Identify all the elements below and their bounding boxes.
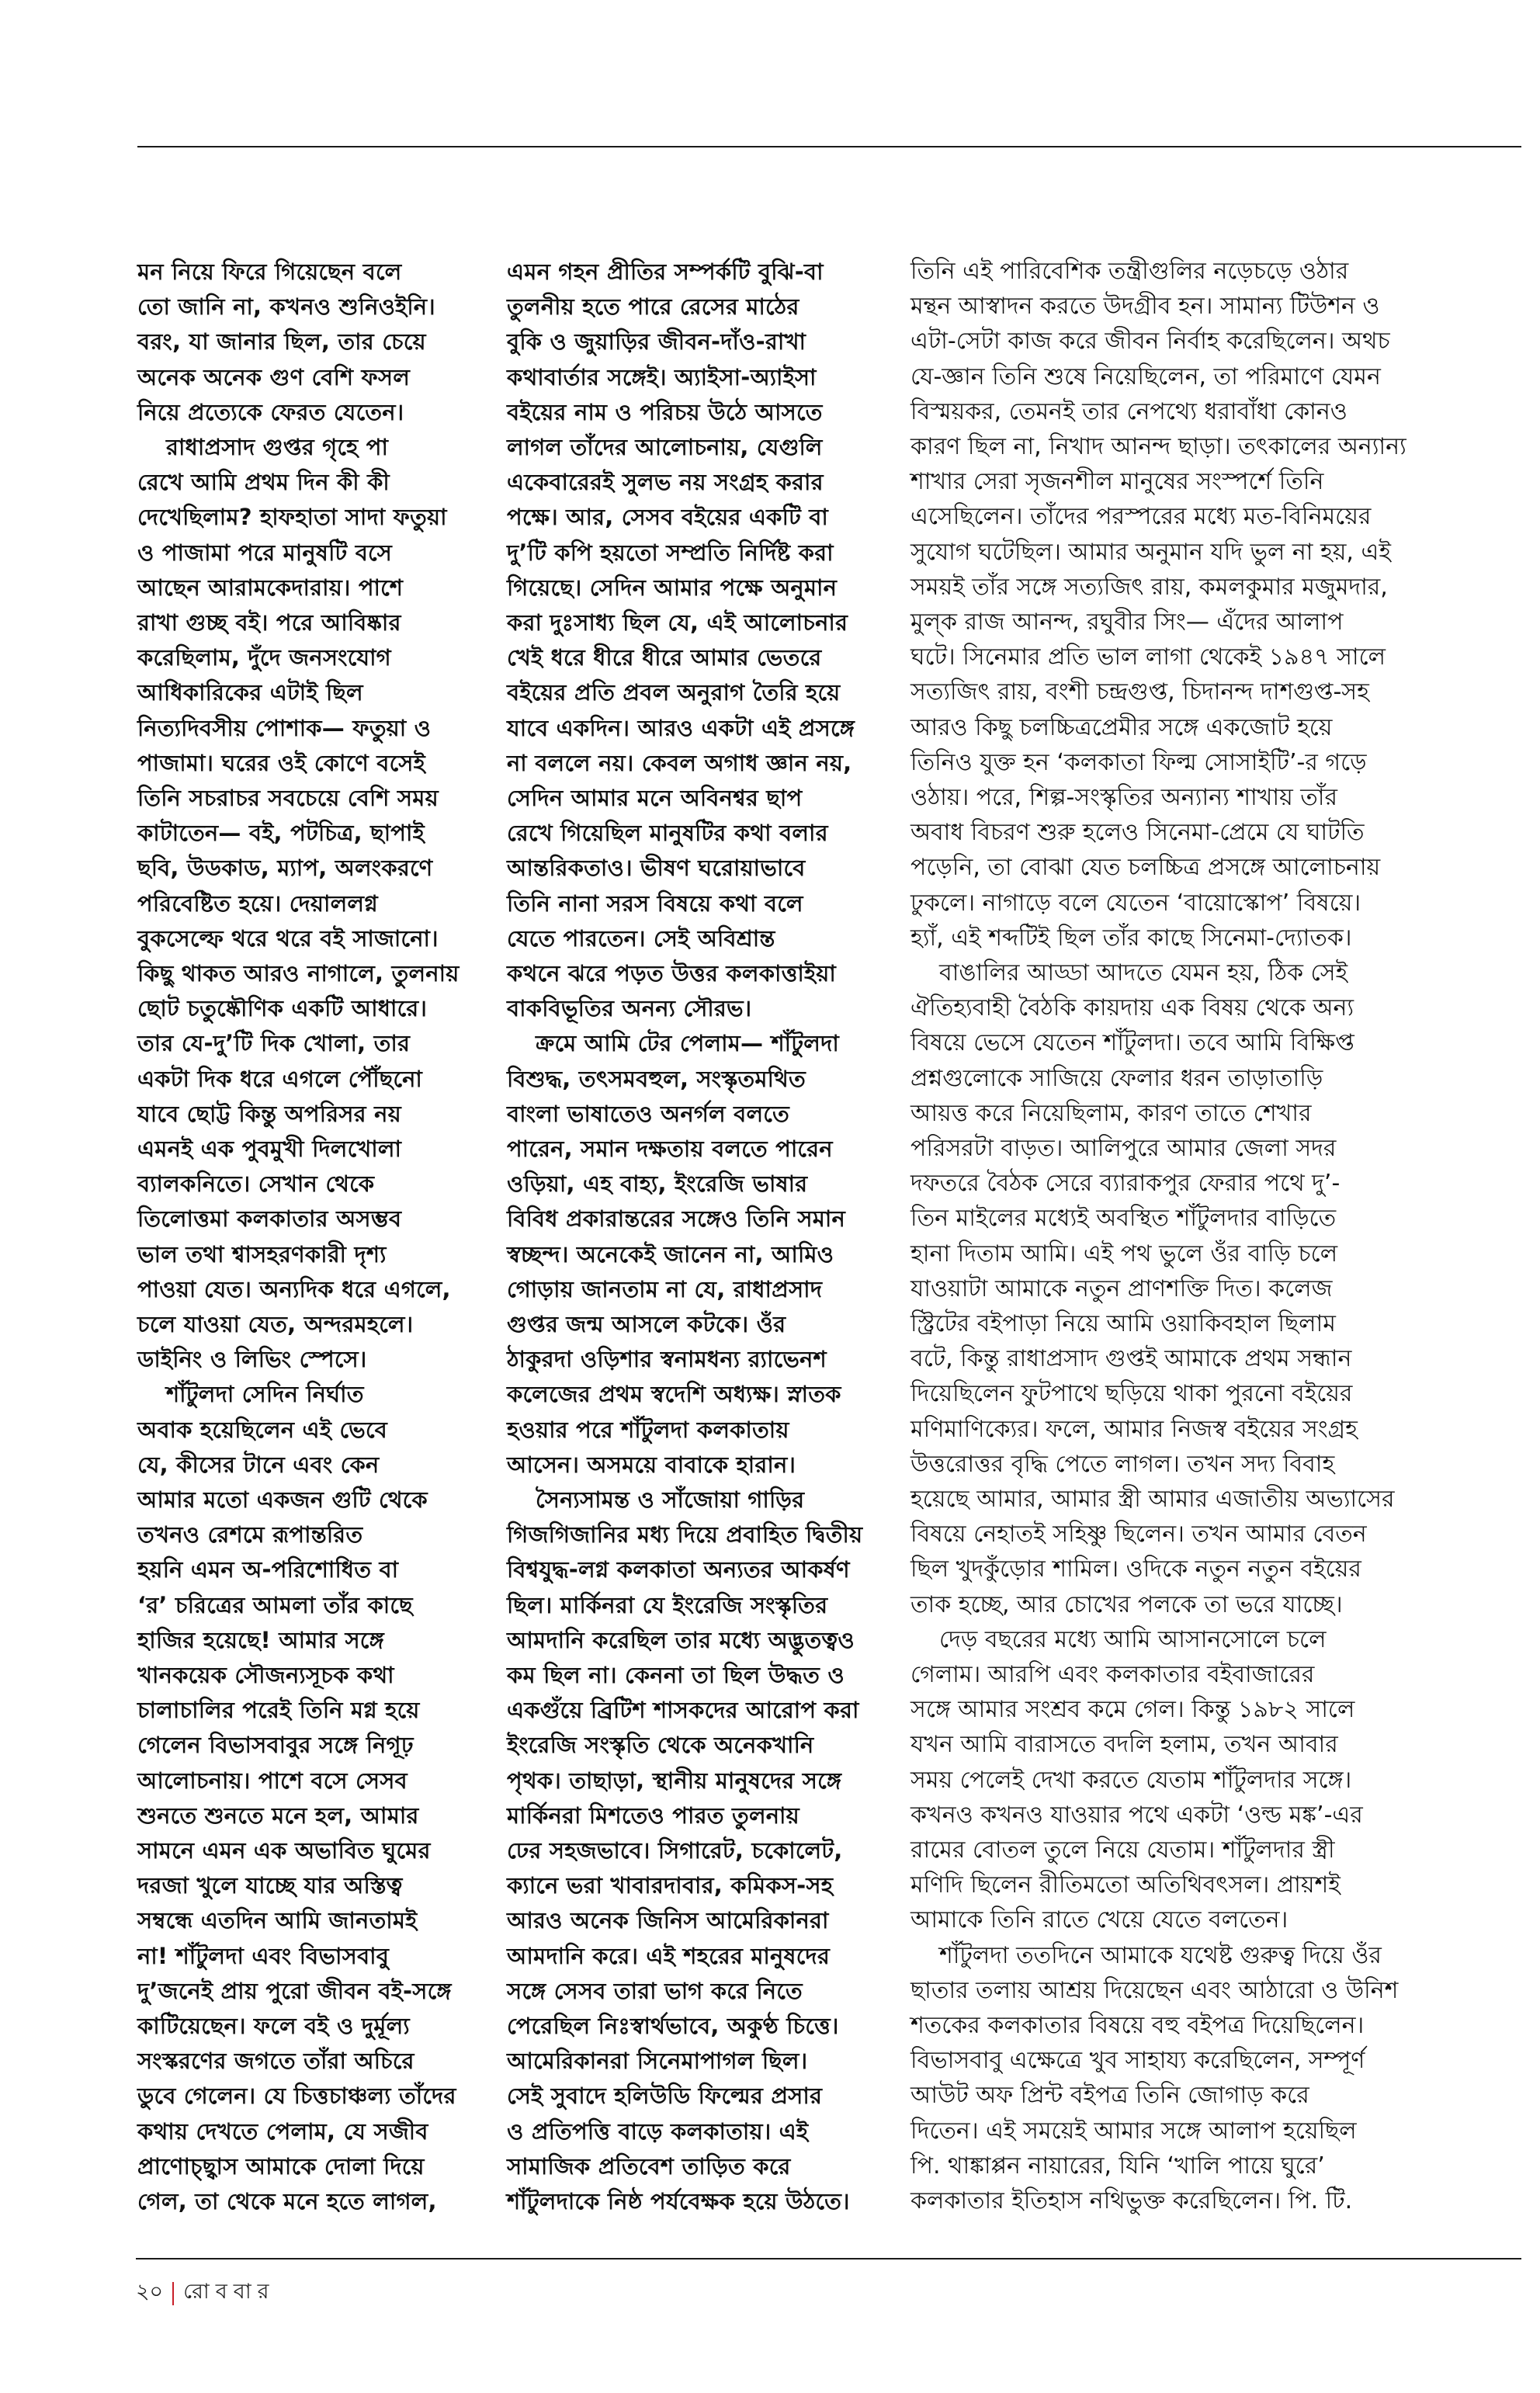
text-line: হওয়ার পরে শাঁটুলদা কলকাতায়: [507, 1416, 789, 1443]
text-line: এটা-সেটা কাজ করে জীবন নির্বাহ করেছিলেন। অথচ: [910, 328, 1390, 355]
text-line: গেল, তা থেকে মনে হতে লাগল,: [137, 2188, 437, 2214]
text-line: যে-জ্ঞান তিনি শুষে নিয়েছিলেন, তা পরিমাণে যেমন: [910, 362, 1381, 390]
text-line: ছিল খুদকুঁড়োর শামিল। ওদিকে নতুন নতুন বইয়ের: [910, 1555, 1361, 1583]
text-line: রাধাপ্রসাদ গুপ্তর গৃহে পা: [166, 434, 389, 460]
text-line: তুলনীয় হতে পারে রেসের মাঠের: [507, 293, 799, 321]
text-line: মন্থন আস্বাদন করতে উদগ্রীব হন। সামান্য টিউশন ও: [910, 293, 1380, 321]
text-line: সঙ্গে আমার সংশ্রব কমে গেল। কিন্তু ১৯৮২ সালে: [910, 1696, 1355, 1724]
text-line: কথনে ঝরে পড়ত উত্তর কলকাত্তাইয়া: [507, 960, 836, 987]
text-line: পক্ষে। আর, সেসব বইয়ের একটি বা: [507, 504, 829, 531]
text-line: যখন আমি বারাসতে বদলি হলাম, তখন আবার: [910, 1731, 1338, 1759]
text-line: চালাচালির পরেই তিনি মগ্ন হয়ে: [137, 1697, 420, 1724]
text-line: উত্তরোত্তর বৃদ্ধি পেতে লাগল। তখন সদ্য বিবাহ: [910, 1450, 1335, 1478]
text-line: চলে যাওয়া যেত, অন্দরমহলে।: [137, 1311, 414, 1337]
text-line: অনেক অনেক গুণ বেশি ফসল: [137, 363, 411, 390]
text-line: সেদিন আমার মনে অবিনশ্বর ছাপ: [507, 785, 803, 811]
text-line: আরও কিছু চলচ্চিত্রপ্রেমীর সঙ্গে একজোট হয়ে: [910, 713, 1333, 741]
text-line: ঢুকলে। নাগাড়ে বলে যেতেন ‘বায়োস্কোপ’ বিষয়ে।: [910, 889, 1361, 917]
text-line: সম্বন্ধে এতদিন আমি জানতামই: [137, 1907, 418, 1934]
text-line: প্রাণোচ্ছ্বাস আমাকে দোলা দিয়ে: [137, 2152, 425, 2180]
text-line: কাটাতেন— বই, পটচিত্র, ছাপাই: [137, 820, 425, 847]
text-line: গিজগিজানির মধ্য দিয়ে প্রবাহিত দ্বিতীয়: [507, 1521, 863, 1549]
text-line: ক্রমে আমি টের পেলাম— শাঁটুলদা: [536, 1030, 839, 1057]
text-line: আয়ত্ত করে নিয়েছিলাম, কারণ তাতে শেখার: [910, 1099, 1312, 1127]
text-line: ওঠায়। পরে, শিল্প-সংস্কৃতির অন্যান্য শাখায় তাঁর: [910, 784, 1337, 811]
text-line: হয়নি এমন অ-পরিশোধিত বা: [137, 1556, 399, 1583]
text-line: কলকাতার ইতিহাস নথিভুক্ত করেছিলেন। পি. টি.: [910, 2187, 1353, 2214]
text-line: পাজামা। ঘরের ওই কোণে বসেই: [137, 749, 425, 776]
text-line: অবাক হয়েছিলেন এই ভেবে: [137, 1416, 387, 1443]
text-line: দরজা খুলে যাচ্ছে যার অস্তিত্ব: [137, 1872, 403, 1899]
text-line: আমাকে তিনি রাতে খেয়ে যেতে বলতেন।: [910, 1906, 1289, 1934]
text-line: স্বচ্ছন্দ। অনেকেই জানেন না, আমিও: [507, 1240, 834, 1268]
text-line: কম ছিল না। কেননা তা ছিল উদ্ধত ও: [507, 1662, 845, 1688]
text-line: যাওয়াটা আমাকে নতুন প্রাণশক্তি দিত। কলেজ: [910, 1275, 1333, 1302]
text-line: ও পাজামা পরে মানুষটি বসে: [137, 539, 393, 566]
text-line: ভাল তথা শ্বাসহরণকারী দৃশ্য: [137, 1240, 387, 1268]
text-line: তিলোত্তমা কলকাতার অসম্ভব: [137, 1205, 402, 1233]
text-line: মার্কিনরা মিশতেও পারত তুলনায়: [507, 1802, 799, 1829]
text-line: আউট অফ প্রিন্ট বইপত্র তিনি জোগাড় করে: [910, 2082, 1309, 2110]
text-line: গেলাম। আরপি এবং কলকাতার বইবাজারের: [910, 1661, 1315, 1688]
text-line: বরং, যা জানার ছিল, তার চেয়ে: [137, 328, 426, 355]
text-line: বুকসেল্ফে থরে থরে বই সাজানো।: [137, 924, 439, 952]
text-line: বিভাসবাবু এক্ষেত্রে খুব সাহায্য করেছিলেন, সম্পূর্ণ: [910, 2047, 1365, 2075]
text-line: বিস্ময়কর, তেমনই তার নেপথ্যে ধরাবাঁধা কোনও: [910, 397, 1348, 425]
footer-divider: [172, 2282, 174, 2305]
text-line: বিষয়ে নেহাতই সহিষ্ণু ছিলেন। তখন আমার বেতন: [910, 1521, 1367, 1549]
text-line: পড়েনি, তা বোঝা যেত চলচ্চিত্র প্রসঙ্গে আলোচনায়: [910, 854, 1381, 882]
text-line: কারণ ছিল না, নিখাদ আনন্দ ছাড়া। তৎকালের অন্যান্য: [910, 433, 1406, 460]
text-line: একেবারেরই সুলভ নয় সংগ্রহ করার: [507, 469, 824, 496]
text-line: বিষয়ে ভেসে যেতেন শাঁটুলদা। তবে আমি বিক্ষিপ্ত: [910, 1029, 1354, 1057]
text-line: কখনও কখনও যাওয়ার পথে একটা ‘ওল্ড মঙ্ক’-এর: [910, 1801, 1363, 1829]
text-line: শতকের কলকাতার বিষয়ে বহু বইপত্র দিয়েছিলেন।: [910, 2012, 1365, 2039]
text-line: ওড়িয়া, এহ বাহ্য, ইংরেজি ভাষার: [507, 1170, 808, 1198]
text-line: গোড়ায় জানতাম না যে, রাধাপ্রসাদ: [507, 1275, 823, 1302]
text-line: ক্যানে ভরা খাবারদাবার, কমিকস-সহ: [507, 1872, 834, 1899]
text-line: সৈন্যসামন্ত ও সাঁজোয়া গাড়ির: [536, 1486, 805, 1513]
text-line: হ্যাঁ, এই শব্দটিই ছিল তাঁর কাছে সিনেমা-দ্যোতক।: [910, 924, 1352, 952]
text-line: যেতে পারতেন। সেই অবিশ্রান্ত: [507, 924, 775, 952]
text-line: কলেজের প্রথম স্বদেশি অধ্যক্ষ। স্নাতক: [507, 1381, 841, 1408]
text-line: পাওয়া যেত। অন্যদিক ধরে এগলে,: [137, 1275, 451, 1302]
text-line: আসেন। অসময়ে বাবাকে হারান।: [507, 1451, 796, 1478]
text-line: পৃথক। তাছাড়া, স্থানীয় মানুষদের সঙ্গে: [507, 1767, 842, 1794]
text-line: শাঁটুলদা সেদিন নির্ঘাত: [166, 1381, 364, 1408]
text-line: তো জানি না, কখনও শুনিওইনি।: [137, 293, 435, 321]
text-line: ইংরেজি সংস্কৃতি থেকে অনেকখানি: [507, 1732, 814, 1759]
text-line: স্ট্রিটের বইপাড়া নিয়ে আমি ওয়াকিবহাল ছিলাম: [910, 1310, 1336, 1337]
text-line: আলোচনায়। পাশে বসে সেসব: [137, 1767, 408, 1794]
text-line: বিশুদ্ধ, তৎসমবহুল, সংস্কৃতমথিত: [507, 1065, 806, 1092]
text-line: একটা দিক ধরে এগলে পৌঁছনো: [137, 1065, 423, 1092]
text-line: ডাইনিং ও লিভিং স্পেসে।: [137, 1346, 367, 1373]
text-line: আমদানি করে। এই শহরের মানুষদের: [507, 1942, 830, 1969]
text-line: কিছু থাকত আরও নাগালে, তুলনায়: [137, 960, 460, 987]
text-line: এমনই এক পুবমুখী দিলখোলা: [137, 1136, 402, 1162]
page-number: ২০: [136, 2280, 164, 2304]
text-line: পরিসরটা বাড়ত। আলিপুরে আমার জেলা সদর: [910, 1135, 1337, 1162]
text-line: সামনে এমন এক অভাবিত ঘুমের: [137, 1837, 431, 1864]
text-line: এসেছিলেন। তাঁদের পরস্পরের মধ্যে মত-বিনিময়ের: [910, 503, 1372, 531]
text-line: ঠাকুরদা ওড়িশার স্বনামধন্য র‌্যাভেনশ: [507, 1346, 827, 1373]
text-line: যাবে একদিন। আরও একটা এই প্রসঙ্গে: [507, 714, 855, 741]
text-line: সামাজিক প্রতিবেশ তাড়িত করে: [507, 2152, 791, 2180]
text-line: ঢের সহজভাবে। সিগারেট, চকোলেট,: [507, 1837, 843, 1864]
text-line: গিয়েছে। সেদিন আমার পক্ষে অনুমান: [507, 574, 838, 601]
text-line: আধিকারিকের এটাই ছিল: [137, 679, 363, 706]
text-line: ‘র’ চরিত্রের আমলা তাঁর কাছে: [137, 1591, 413, 1618]
text-line: ও প্রতিপত্তি বাড়ে কলকাতায়। এই: [507, 2117, 809, 2145]
text-line: সঙ্গে সেসব তারা ভাগ করে নিতে: [507, 1977, 803, 2004]
text-line: শাখার সেরা সৃজনশীল মানুষের সংস্পর্শে তিনি: [910, 468, 1324, 496]
text-line: সুযোগ ঘটেছিল। আমার অনুমান যদি ভুল না হয়, এই: [910, 538, 1391, 566]
text-line: রামের বোতল তুলে নিয়ে যেতাম। শাঁটুলদার স্ত্রী: [910, 1836, 1335, 1864]
text-line: সময় পেলেই দেখা করতে যেতাম শাঁটুলদার সঙ্গে।: [910, 1766, 1352, 1794]
text-line: তাক হচ্ছে, আর চোখের পলকে তা ভরে যাচ্ছে।: [910, 1590, 1343, 1618]
text-line: হানা দিতাম আমি। এই পথ ভুলে ওঁর বাড়ি চলে: [910, 1240, 1338, 1268]
text-line: শুনতে শুনতে মনে হল, আমার: [137, 1802, 419, 1829]
text-line: রাখা গুচ্ছ বই। পরে আবিষ্কার: [137, 609, 401, 636]
text-line: পরিবেষ্টিত হয়ে। দেয়াললগ্ন: [137, 890, 378, 917]
text-line: শাঁটুলদাকে নিষ্ঠ পর্যবেক্ষক হয়ে উঠতে।: [507, 2188, 850, 2214]
text-line: তিনি নানা সরস বিষয়ে কথা বলে: [507, 890, 803, 917]
text-line: বইয়ের প্রতি প্রবল অনুরাগ তৈরি হয়ে: [507, 679, 841, 706]
text-line: দেড় বছরের মধ্যে আমি আসানসোলে চলে: [939, 1625, 1327, 1653]
top-rule: [137, 146, 1521, 147]
text-line: রেখে গিয়েছিল মানুষটির কথা বলার: [507, 820, 828, 847]
text-line: বাকবিভূতির অনন্য সৌরভ।: [507, 995, 752, 1022]
text-line: মণিদি ছিলেন রীতিমতো অতিথিবৎসল। প্রায়শই: [910, 1871, 1341, 1899]
text-line: পেরেছিল নিঃস্বার্থভাবে, অকুণ্ঠ চিত্তে।: [507, 2013, 839, 2039]
text-line: খেই ধরে ধীরে ধীরে আমার ভেতরে: [507, 644, 822, 671]
text-line: আন্তরিকতাও। ভীষণ ঘরোয়াভাবে: [507, 855, 806, 882]
text-line: তিনিও যুক্ত হন ‘কলকাতা ফিল্ম সোসাইটি’-র গড়ে: [910, 748, 1367, 776]
text-line: আমদানি করেছিল তার মধ্যে অদ্ভুতত্বও: [507, 1626, 855, 1653]
text-line: বইয়ের নাম ও পরিচয় উঠে আসতে: [507, 398, 823, 425]
text-line: নিত্যদিবসীয় পোশাক— ফতুয়া ও: [137, 714, 432, 741]
text-line: দিয়েছিলেন ফুটপাথে ছড়িয়ে থাকা পুরনো বইয়ের: [910, 1380, 1353, 1408]
magazine-name: রোববার: [183, 2280, 276, 2304]
text-line: রেখে আমি প্রথম দিন কী কী: [137, 469, 390, 496]
text-line: ডুবে গেলেন। যে চিত্তচাঞ্চল্য তাঁদের: [137, 2083, 456, 2110]
text-line: কথাবার্তার সঙ্গেই। অ্যাইসা-অ্যাইসা: [507, 363, 817, 390]
text-line: ছাতার তলায় আশ্রয় দিয়েছেন এবং আঠারো ও উনিশ: [910, 1976, 1399, 2004]
text-line: কাটিয়েছেন। ফলে বই ও দুর্মূল্য: [137, 2013, 410, 2039]
text-line: ব্যালকনিতে। সেখান থেকে: [137, 1170, 375, 1198]
text-line: দেখেছিলাম? হাফহাতা সাদা ফতুয়া: [137, 504, 447, 531]
text-line: না! শাঁটুলদা এবং বিভাসবাবু: [137, 1942, 390, 1969]
text-line: গেলেন বিভাসবাবুর সঙ্গে নিগূঢ়: [137, 1732, 414, 1759]
text-line: মুল্‌ক রাজ আনন্দ, রঘুবীর সিং— এঁদের আলাপ: [910, 609, 1344, 636]
text-line: আমার মতো একজন গুটি থেকে: [137, 1486, 428, 1513]
text-line: ঘটে। সিনেমার প্রতি ভাল লাগা থেকেই ১৯৪৭ সালে: [910, 643, 1386, 671]
text-line: সেই সুবাদে হলিউডি ফিল্মের প্রসার: [507, 2083, 823, 2110]
text-line: বাঙালির আড্ডা আদতে যেমন হয়, ঠিক সেই: [939, 959, 1348, 987]
text-line: তিন মাইলের মধ্যেই অবস্থিত শাঁটুলদার বাড়িতে: [910, 1205, 1337, 1233]
text-line: প্রশ্নগুলোকে সাজিয়ে ফেলার ধরন তাড়াতাড়ি: [910, 1064, 1323, 1092]
text-line: দফতরে বৈঠক সেরে ব্যারাকপুর ফেরার পথে দু’-: [910, 1170, 1341, 1198]
text-line: এমন গহন প্রীতির সম্পর্কটি বুঝি-বা: [507, 258, 824, 285]
text-line: সময়ই তাঁর সঙ্গে সত্যজিৎ রায়, কমলকুমার মজুমদার,: [910, 573, 1388, 601]
text-line: সত্যজিৎ রায়, বংশী চন্দ্রগুপ্ত, চিদানন্দ দাশগুপ্ত-সহ: [910, 678, 1369, 706]
text-line: দু’টি কপি হয়তো সম্প্রতি নির্দিষ্ট করা: [507, 539, 834, 566]
text-line: দু’জনেই প্রায় পুরো জীবন বই-সঙ্গে: [137, 1977, 452, 2004]
text-line: তিনি এই পারিবেশিক তন্ত্রীগুলির নড়েচড়ে ওঠার: [910, 258, 1349, 285]
text-line: লাগল তাঁদের আলোচনায়, যেগুলি: [507, 434, 823, 460]
text-line: মণিমাণিক্যের। ফলে, আমার নিজস্ব বইয়ের সংগ্রহ: [910, 1415, 1358, 1443]
text-line: গুপ্তর জন্ম আসলে কটকে। ওঁর: [507, 1311, 786, 1337]
bottom-rule: [136, 2258, 1521, 2259]
text-line: আরও অনেক জিনিস আমেরিকানরা: [507, 1907, 829, 1934]
text-line: একগুঁয়ে ব্রিটিশ শাসকদের আরোপ করা: [507, 1697, 859, 1724]
text-line: ঐতিহ্যবাহী বৈঠকি কায়দায় এক বিষয় থেকে অন্য: [910, 994, 1354, 1022]
text-line: ছিল। মার্কিনরা যে ইংরেজি সংস্কৃতির: [507, 1591, 828, 1618]
text-line: পি. থাঙ্কাপ্পন নায়ারের, যিনি ‘খালি পায়ে ঘুরে’: [910, 2152, 1325, 2180]
text-line: সংস্করণের জগতে তাঁরা অচিরে: [137, 2048, 414, 2075]
text-line: বাংলা ভাষাতেও অনর্গল বলতে: [507, 1100, 789, 1127]
text-line: পারেন, সমান দক্ষতায় বলতে পারেন: [507, 1136, 833, 1162]
text-line: বুকি ও জুয়াড়ির জীবন-দাঁও-রাখা: [507, 328, 806, 355]
text-line: যে, কীসের টানে এবং কেন: [137, 1451, 380, 1478]
text-line: ছবি, উডকাড, ম্যাপ, অলংকরণে: [137, 855, 433, 882]
text-line: করা দুঃসাধ্য ছিল যে, এই আলোচনার: [507, 609, 848, 636]
text-line: বটে, কিন্তু রাধাপ্রসাদ গুপ্তই আমাকে প্রথম সন্ধান: [910, 1345, 1352, 1373]
text-line: তার যে-দু’টি দিক খোলা, তার: [137, 1030, 411, 1057]
text-line: অবাধ বিচরণ শুরু হলেও সিনেমা-প্রেমে যে ঘাটতি: [910, 819, 1365, 847]
text-line: বিবিধ প্রকারান্তরের সঙ্গেও তিনি সমান: [507, 1205, 845, 1233]
text-line: শাঁটুলদা ততদিনে আমাকে যথেষ্ট গুরুত্ব দিয়ে ওঁর: [939, 1941, 1382, 1969]
text-line: তখনও রেশমে রূপান্তরিত: [137, 1521, 363, 1549]
text-line: কথায় দেখতে পেলাম, যে সজীব: [137, 2117, 428, 2145]
text-line: আছেন আরামকেদারায়। পাশে: [137, 574, 404, 601]
text-line: বিশ্বযুদ্ধ-লগ্ন কলকাতা অন্যতর আকর্ষণ: [507, 1556, 850, 1583]
text-line: আমেরিকানরা সিনেমাপাগল ছিল।: [507, 2048, 808, 2075]
text-line: মন নিয়ে ফিরে গিয়েছেন বলে: [137, 258, 402, 285]
text-line: যাবে ছোট্ট কিন্তু অপরিসর নয়: [137, 1100, 401, 1127]
text-line: হয়েছে আমার, আমার স্ত্রী আমার এজাতীয় অভ্যাসের: [910, 1486, 1395, 1513]
text-line: নিয়ে প্রত্যেকে ফেরত যেতেন।: [137, 398, 404, 425]
text-line: করেছিলাম, দুঁদে জনসংযোগ: [137, 644, 391, 671]
text-line: না বললে নয়। কেবল অগাধ জ্ঞান নয়,: [507, 749, 852, 776]
text-line: ছোট চতুষ্কৌণিক একটি আধারে।: [137, 995, 428, 1022]
text-line: তিনি সচরাচর সবচেয়ে বেশি সময়: [137, 785, 439, 811]
text-line: খানকয়েক সৌজন্যসূচক কথা: [137, 1662, 394, 1688]
page-footer: [136, 2276, 276, 2311]
text-line: দিতেন। এই সময়েই আমার সঙ্গে আলাপ হয়েছিল: [910, 2117, 1357, 2145]
text-line: হাজির হয়েছে! আমার সঙ্গে: [137, 1626, 384, 1653]
